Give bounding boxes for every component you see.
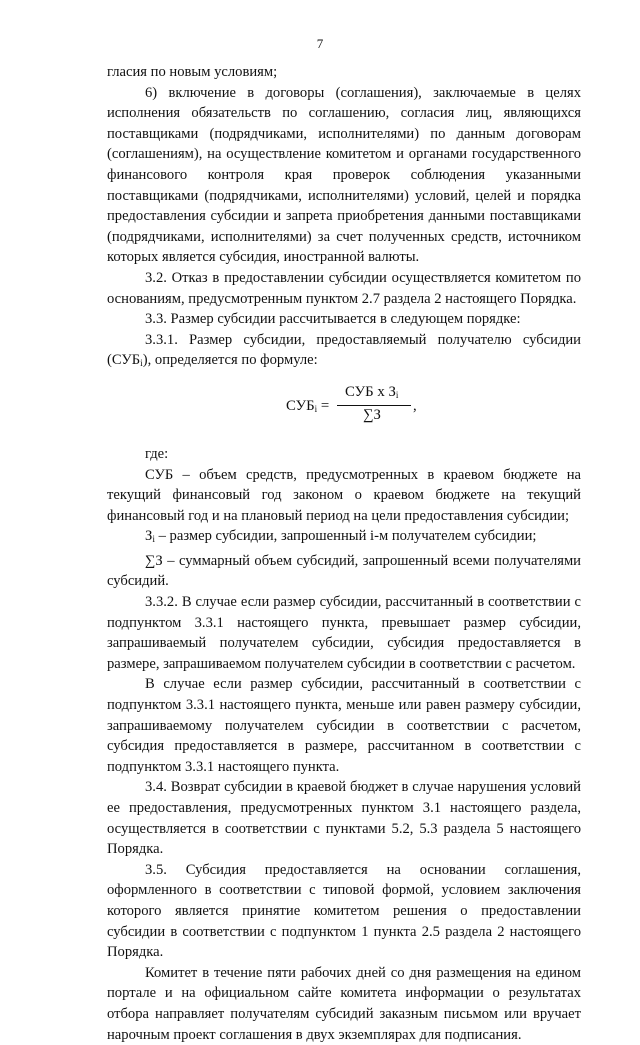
- paragraph: 3.4. Возврат субсидии в краевой бюджет в случае нарушения условий ее предоставления, предусмотренных пунктом 3.1 настоящего раздела, осуществляется в соответствии с пунктами 5.2, 5.3 раздела 5 настоящего Порядка.: [107, 779, 581, 858]
- paragraph: 3.2. Отказ в предоставлении субсидии осуществляется комитетом по основаниям, предусмотренным пунктом 2.7 раздела 2 настоящего Порядка.: [107, 269, 581, 307]
- paragraph: Комитет в течение пяти рабочих дней со дня размещения на едином портале и на официальном сайте комитета информации о результатах отбора направляет получателям субсидий заказным письмом или вручает нарочным проект соглашения в двух экземплярах для подписания.: [107, 964, 581, 1043]
- paragraph: 3.5. Субсидия предоставляется на основании соглашения, оформленного в соответствии с типовой формой, условием заключения которого является принятие комитетом решения о предоставлении субсидии в соответствии с подпунктом 1 пункта 2.5 раздела 2 настоящего Порядка.: [107, 861, 581, 961]
- paragraph: гласия по новым условиям;: [107, 64, 278, 80]
- formula-comma: ,: [413, 397, 417, 414]
- fraction-bar: [337, 405, 411, 406]
- paragraph: 6) включение в договоры (соглашения), заключаемые в целях исполнения обязательств по соглашению, согласия лиц, являющихся поставщиками (подрядчиками, исполнителями) по данным договорам (соглашениям), на осуществление комитетом и органами государственного финансового контроля края проверок соблюдения указанными поставщиками (подрядчиками, исполнителями) условий, целей и порядка предоставления субсидии и запрета приобретения данными поставщиками (подрядчиками, исполнителями) за счет полученных средств, источником которых является субсидия, иностранной валюты.: [107, 84, 581, 266]
- paragraph: В случае если размер субсидии, рассчитанный в соответствии с подпунктом 3.3.1 настоящего пункта, меньше или равен размеру субсидии, запрашиваемому получателем субсидии в соответствии с расчетом, субсидия предоставляется в размере, рассчитанном в соответствии с подпунктом 3.3.1 настоящего пункта.: [107, 676, 581, 775]
- paragraph: [107, 526, 581, 551]
- page-number: 7: [316, 36, 324, 51]
- subscript: i: [140, 359, 143, 370]
- text-segment: – размер субсидии, запрошенный i-м получателем субсидии;: [154, 528, 537, 545]
- formula: [107, 378, 581, 435]
- formula-equals: =: [317, 397, 330, 414]
- paragraph: [107, 330, 581, 375]
- paragraph: 3.3. Размер субсидии рассчитывается в следующем порядке:: [145, 311, 521, 328]
- formula-lhs-subscript: i: [314, 403, 318, 414]
- formula-lhs: [286, 398, 329, 415]
- text-segment: З: [145, 528, 153, 545]
- paragraph: СУБ – объем средств, предусмотренных в краевом бюджете на текущий финансовый год законом о краевом бюджете на текущий финансовый год и на плановый период на цели предоставления субсидии;: [107, 466, 581, 524]
- text-segment: ), определяется по формуле:: [142, 352, 318, 369]
- formula-numerator-text: СУБ х З: [345, 383, 396, 400]
- text-segment: 3.3.1. Размер субсидии, предоставляемый получателю субсидии (СУБ: [107, 331, 581, 369]
- paragraph: ∑З – суммарный объем субсидий, запрошенный всеми получателями субсидий.: [107, 552, 581, 590]
- paragraph: 3.3.2. В случае если размер субсидии, рассчитанный в соответствии с подпунктом 3.3.1 настоящего пункта, превышает размер субсидии, запрашиваемый получателем субсидии, субсидия предоставляется в размере, запрашиваемом получателем субсидии в соответствии с расчетом.: [107, 594, 581, 672]
- paragraph: где:: [145, 445, 169, 462]
- formula-numerator-subscript: i: [395, 389, 399, 400]
- subscript: i: [152, 535, 155, 546]
- document-body: [107, 62, 581, 1045]
- formula-denominator: ∑З: [363, 406, 381, 423]
- formula-lhs-symbol: СУБ: [286, 397, 315, 414]
- formula-numerator: [345, 384, 398, 401]
